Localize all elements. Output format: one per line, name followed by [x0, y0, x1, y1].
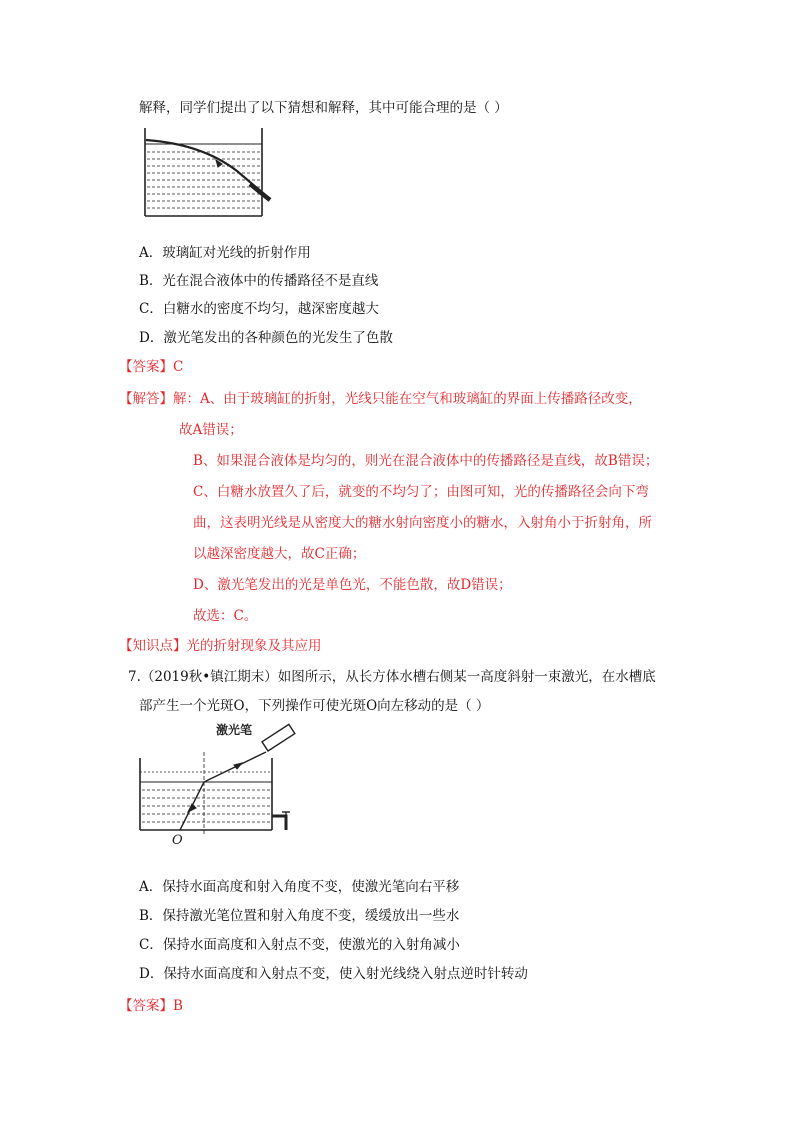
question-7-stem-line-2: 部产生一个光斑O，下列操作可使光斑O向左移动的是（ ）: [139, 698, 490, 714]
analysis-tag: 【解答】: [119, 391, 173, 407]
q6-analysis-line-6: 以越深密度越大，故C正确；: [193, 546, 366, 562]
question-6-stem: 解释，同学们提出了以下猜想和解释，其中可能合理的是（ ）: [139, 100, 508, 116]
q7-option-c: C．保持水面高度和入射点不变，使激光的入射角减小: [139, 937, 460, 953]
q6-analysis-line-1: [119, 390, 642, 408]
q7-option-d: D．保持水面高度和入射点不变，使入射光线绕入射点逆时针转动: [139, 966, 528, 982]
analysis-text: 解：A、由于玻璃缸的折射，光线只能在空气和玻璃缸的界面上传播路径改变，: [173, 391, 642, 407]
q7-option-b: B．保持激光笔位置和射入角度不变，缓缓放出一些水: [139, 908, 460, 924]
q6-analysis-line-8: 故选：C。: [193, 608, 258, 624]
q6-option-a: A．玻璃缸对光线的折射作用: [139, 245, 311, 261]
answer-value: B: [173, 998, 183, 1014]
q6-option-b: B．光在混合液体中的传播路径不是直线: [139, 273, 379, 289]
q6-knowledge: [119, 637, 322, 655]
q6-option-d: D．激光笔发出的各种颜色的光发生了色散: [139, 330, 393, 346]
answer-tag: 【答案】: [119, 359, 173, 375]
q6-answer: [119, 358, 183, 376]
figure-tank-laser: [136, 718, 296, 848]
q6-analysis-line-2: 故A错误；: [179, 422, 243, 438]
question-7-stem-line-1: 7.（2019秋•镇江期末）如图所示，从长方体水槽右侧某一高度斜射一束激光，在水槽底: [128, 669, 656, 685]
figure-label-laser-pen: 激光笔: [216, 723, 253, 737]
answer-value: C: [173, 359, 184, 375]
knowledge-tag: 【知识点】: [119, 638, 187, 654]
q7-answer: [119, 997, 183, 1015]
q6-analysis-line-4: C、白糖水放置久了后，就变的不均匀了；由图可知，光的传播路径会向下弯: [193, 484, 649, 500]
q6-analysis-line-3: B、如果混合液体是均匀的，则光在混合液体中的传播路径是直线，故B错误；: [193, 453, 659, 469]
q7-option-a: A．保持水面高度和射入角度不变，使激光笔向右平移: [139, 879, 460, 895]
q6-analysis-line-5: 曲，这表明光线是从密度大的糖水射向密度小的糖水，入射角小于折射角，所: [193, 515, 652, 531]
figure-tank-curved-beam: [142, 126, 272, 218]
q6-analysis-line-7: D、激光笔发出的光是单色光，不能色散，故D错误；: [193, 577, 512, 593]
knowledge-text: 光的折射现象及其应用: [186, 638, 322, 654]
figure-point-o: O: [172, 833, 183, 848]
answer-tag: 【答案】: [119, 998, 173, 1014]
q6-option-c: C．白糖水的密度不均匀，越深密度越大: [139, 301, 379, 317]
